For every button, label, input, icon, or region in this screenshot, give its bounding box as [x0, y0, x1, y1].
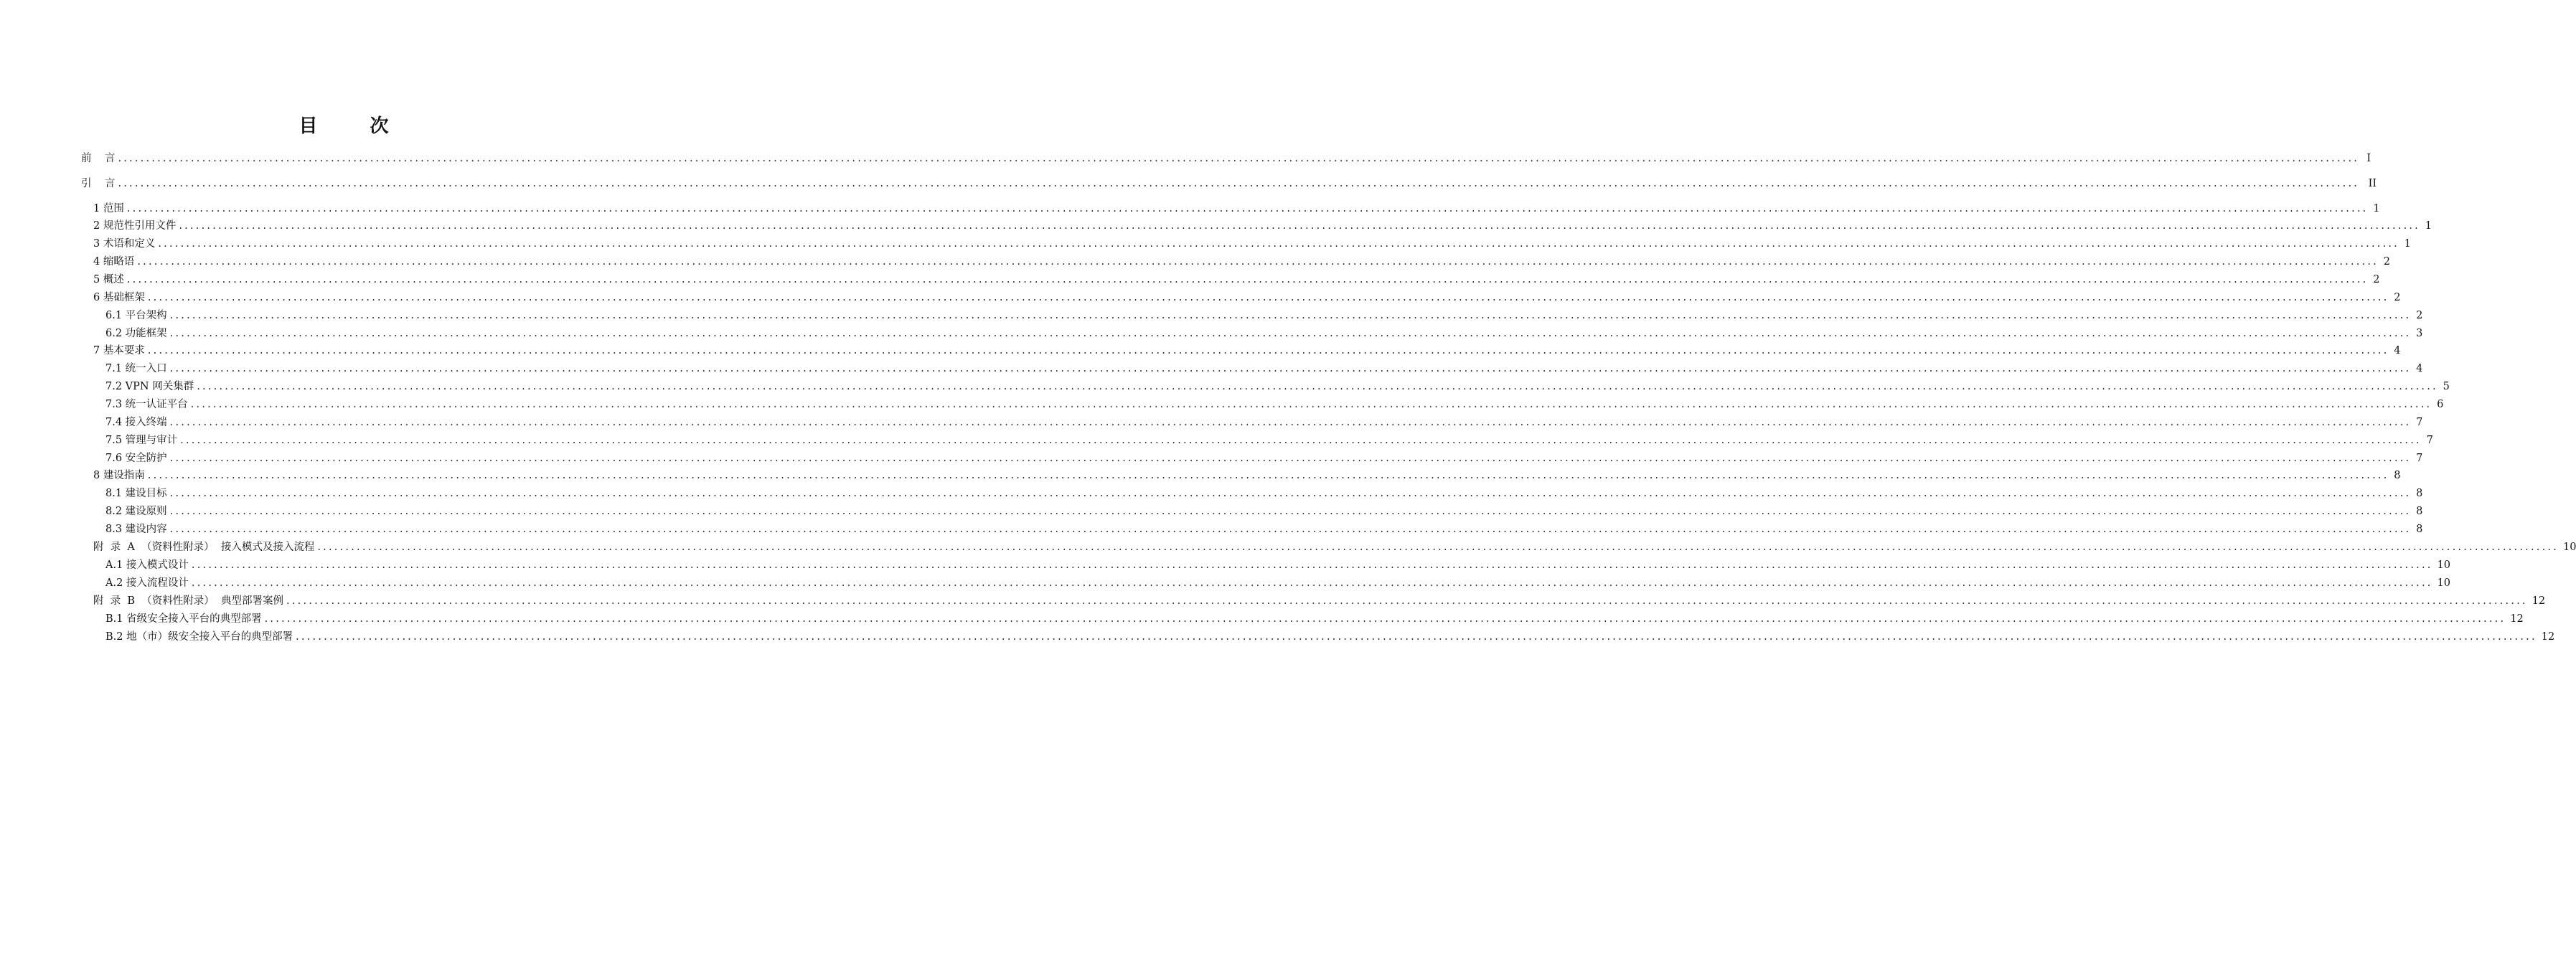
- toc-page-number: 1: [2425, 220, 2432, 232]
- toc-entry[interactable]: [105, 326, 2423, 341]
- toc-leader-dots: ................................................................................................................................................................................................................................................................................................................................................................................................................: [180, 435, 2422, 446]
- toc-entry-label: 7.1 统一入口: [105, 363, 167, 374]
- toc-entry[interactable]: [105, 308, 2423, 323]
- toc-leader-dots: ................................................................................................................................................................................................................................................................................................................................................................................................................: [147, 470, 2389, 481]
- toc-leader-dots: ................................................................................................................................................................................................................................................................................................................................................................................................................: [169, 310, 2412, 321]
- toc-entry-label: 6.2 功能框架: [105, 328, 167, 339]
- toc-entry-label: A.2 接入流程设计: [105, 577, 189, 589]
- toc-page-number: 3: [2416, 328, 2423, 339]
- toc-entry[interactable]: [93, 539, 2576, 555]
- toc-leader-dots: ................................................................................................................................................................................................................................................................................................................................................................................................................: [147, 345, 2389, 356]
- toc-leader-dots: ................................................................................................................................................................................................................................................................................................................................................................................................................: [126, 274, 2369, 285]
- toc-entry-label: 6 基础框架: [93, 292, 145, 303]
- toc-entry-label: 7.3 统一认证平台: [105, 399, 188, 410]
- toc-entry-label: 附 录 B （资料性附录） 典型部署案例: [93, 595, 284, 607]
- toc-leader-dots: ................................................................................................................................................................................................................................................................................................................................................................................................................: [169, 328, 2412, 339]
- toc-leader-dots: ................................................................................................................................................................................................................................................................................................................................................................................................................: [169, 506, 2412, 517]
- toc-page-number: 10: [2437, 577, 2451, 589]
- toc-leader-dots: ................................................................................................................................................................................................................................................................................................................................................................................................................: [296, 631, 2537, 643]
- toc-entry-label: 附 录 A （资料性附录） 接入模式及接入流程: [93, 542, 315, 553]
- toc-leader-dots: ................................................................................................................................................................................................................................................................................................................................................................................................................: [190, 399, 2432, 410]
- toc-leader-dots: ................................................................................................................................................................................................................................................................................................................................................................................................................: [147, 292, 2389, 303]
- toc-entry[interactable]: [93, 468, 2401, 483]
- toc-page-number: 5: [2443, 381, 2450, 392]
- toc-leader-dots: ................................................................................................................................................................................................................................................................................................................................................................................................................: [197, 381, 2438, 392]
- toc-leader-dots: ................................................................................................................................................................................................................................................................................................................................................................................................................: [169, 488, 2412, 499]
- toc-page-number: 12: [2532, 595, 2546, 607]
- toc-entry-label: 8.3 建设内容: [105, 524, 167, 535]
- toc-entry[interactable]: [93, 272, 2380, 288]
- toc-page-number: 2: [2416, 310, 2423, 321]
- toc-page-number: 4: [2416, 363, 2423, 374]
- toc-entry[interactable]: [93, 236, 2411, 252]
- toc-title: 目 次: [299, 115, 412, 137]
- toc-entry-label: 5 概述: [93, 274, 124, 285]
- toc-page-number: 7: [2416, 453, 2423, 464]
- toc-entry-label: 7.5 管理与审计: [105, 435, 178, 446]
- toc-entry-label: 引 言: [81, 178, 116, 189]
- toc-leader-dots: ................................................................................................................................................................................................................................................................................................................................................................................................................: [158, 238, 2399, 250]
- toc-leader-dots: ................................................................................................................................................................................................................................................................................................................................................................................................................: [137, 256, 2379, 268]
- toc-entry[interactable]: [105, 397, 2444, 412]
- toc-entry[interactable]: [105, 433, 2433, 448]
- toc-entry[interactable]: [93, 290, 2401, 306]
- toc-entry[interactable]: [93, 593, 2546, 609]
- toc-page-number: 8: [2416, 506, 2423, 517]
- toc-entry-label: A.1 接入模式设计: [105, 559, 189, 571]
- toc-entry-label: 8.2 建设原则: [105, 506, 167, 517]
- toc-entry[interactable]: [105, 611, 2524, 627]
- toc-entry-label: 3 术语和定义: [93, 238, 156, 250]
- toc-page-number: 10: [2563, 542, 2576, 553]
- toc-entry-label: 1 范围: [93, 203, 124, 214]
- toc-entry[interactable]: [93, 343, 2401, 359]
- toc-leader-dots: ................................................................................................................................................................................................................................................................................................................................................................................................................: [179, 220, 2420, 232]
- toc-page-number: II: [2368, 178, 2377, 189]
- toc-leader-dots: ................................................................................................................................................................................................................................................................................................................................................................................................................: [118, 178, 2360, 189]
- toc-entry[interactable]: [105, 575, 2451, 591]
- toc-entry[interactable]: [93, 201, 2380, 217]
- toc-page-number: 2: [2383, 256, 2390, 268]
- toc-leader-dots: ................................................................................................................................................................................................................................................................................................................................................................................................................: [191, 577, 2433, 589]
- toc-entry[interactable]: [81, 151, 2371, 166]
- toc-entry[interactable]: [105, 486, 2423, 501]
- toc-entry-label: 7 基本要求: [93, 345, 145, 356]
- toc-leader-dots: ................................................................................................................................................................................................................................................................................................................................................................................................................: [264, 613, 2506, 625]
- toc-page-number: 7: [2416, 417, 2423, 428]
- toc-entry-label: 7.6 安全防护: [105, 453, 167, 464]
- toc-leader-dots: ................................................................................................................................................................................................................................................................................................................................................................................................................: [169, 363, 2412, 374]
- toc-entry-label: 6.1 平台架构: [105, 310, 167, 321]
- toc-entry[interactable]: [93, 254, 2390, 270]
- toc-entry[interactable]: [105, 361, 2423, 377]
- toc-entry[interactable]: [93, 218, 2432, 234]
- toc-entry-label: 2 规范性引用文件: [93, 220, 177, 232]
- toc-entry[interactable]: [105, 521, 2423, 537]
- toc-page-number: I: [2366, 153, 2371, 164]
- toc-leader-dots: ................................................................................................................................................................................................................................................................................................................................................................................................................: [169, 453, 2412, 464]
- toc-entry[interactable]: [105, 629, 2555, 645]
- toc-page-number: 1: [2404, 238, 2411, 250]
- toc-page-number: 12: [2510, 613, 2524, 625]
- toc-leader-dots: ................................................................................................................................................................................................................................................................................................................................................................................................................: [317, 542, 2559, 553]
- toc-entry-label: B.2 地（市）级安全接入平台的典型部署: [105, 631, 293, 643]
- toc-leader-dots: ................................................................................................................................................................................................................................................................................................................................................................................................................: [126, 203, 2369, 214]
- toc-entry[interactable]: [105, 504, 2423, 519]
- toc-entry-label: 前 言: [81, 153, 116, 164]
- toc-entry-label: 7.4 接入终端: [105, 417, 167, 428]
- toc-page-number: 7: [2426, 435, 2433, 446]
- toc-leader-dots: ................................................................................................................................................................................................................................................................................................................................................................................................................: [286, 595, 2528, 607]
- toc-entry-label: 4 缩略语: [93, 256, 135, 268]
- toc-page-number: 2: [2394, 292, 2401, 303]
- toc-page-number: 1: [2373, 203, 2380, 214]
- toc-entry-label: 8.1 建设目标: [105, 488, 167, 499]
- toc-entry[interactable]: [105, 379, 2450, 394]
- toc-leader-dots: ................................................................................................................................................................................................................................................................................................................................................................................................................: [191, 559, 2433, 571]
- toc-entry-label: B.1 省级安全接入平台的典型部署: [105, 613, 262, 625]
- toc-entry[interactable]: [105, 557, 2451, 573]
- toc-page-number: 4: [2394, 345, 2401, 356]
- toc-page-number: 8: [2416, 488, 2423, 499]
- toc-entry[interactable]: [105, 450, 2423, 466]
- toc-page-number: 8: [2416, 524, 2423, 535]
- toc-page-number: 10: [2437, 559, 2451, 571]
- toc-leader-dots: ................................................................................................................................................................................................................................................................................................................................................................................................................: [169, 417, 2412, 428]
- toc-page-number: 8: [2394, 470, 2401, 481]
- toc-entry-label: 8 建设指南: [93, 470, 145, 481]
- toc-leader-dots: ................................................................................................................................................................................................................................................................................................................................................................................................................: [169, 524, 2412, 535]
- toc-entry[interactable]: [105, 415, 2423, 430]
- toc-page-number: 12: [2541, 631, 2555, 643]
- toc-entry[interactable]: [81, 176, 2377, 192]
- toc-page-number: 2: [2373, 274, 2380, 285]
- toc-leader-dots: ................................................................................................................................................................................................................................................................................................................................................................................................................: [118, 153, 2360, 164]
- toc-page-number: 6: [2437, 399, 2444, 410]
- toc-entry-label: 7.2 VPN 网关集群: [105, 381, 194, 392]
